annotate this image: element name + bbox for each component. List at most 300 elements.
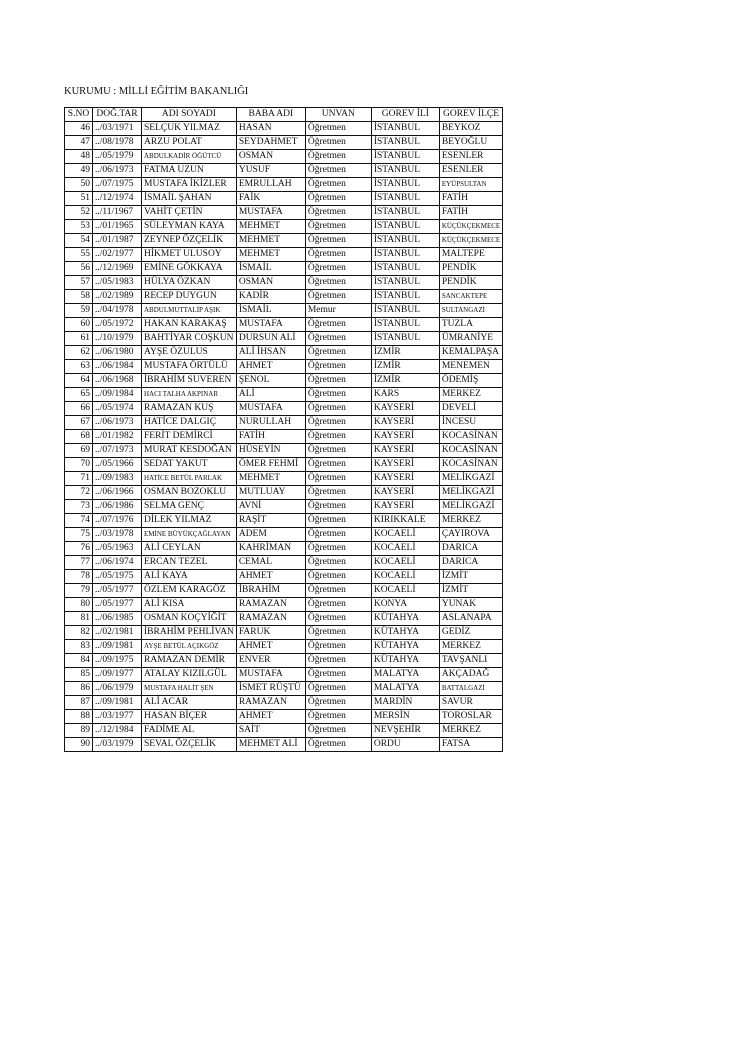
cell-title: Öğretmen [305,696,371,710]
cell-sno: 47 [65,136,93,150]
cell-birth-date: ../03/1977 [93,710,142,724]
cell-sno: 89 [65,724,93,738]
cell-full-name: ARZU POLAT [142,136,237,150]
column-header-full-name: ADI SOYADI [142,108,237,122]
table-header-row [65,108,503,122]
cell-birth-date: ../06/1968 [93,374,142,388]
cell-father-name: NURULLAH [236,416,305,430]
cell-full-name: SÜLEYMAN KAYA [142,220,237,234]
cell-father-name: RAŞİT [236,514,305,528]
cell-full-name: ALİ CEYLAN [142,542,237,556]
cell-father-name: MUSTAFA [236,206,305,220]
cell-sno: 76 [65,542,93,556]
cell-father-name: MEHMET [236,248,305,262]
cell-birth-date: ../01/1965 [93,220,142,234]
cell-sno: 50 [65,178,93,192]
cell-district: ÖDEMİŞ [439,374,502,388]
cell-full-name: SEVAL ÖZÇELİK [142,738,237,752]
cell-province: İSTANBUL [371,304,439,318]
cell-father-name: İBRAHİM [236,584,305,598]
cell-district: MELİKGAZİ [439,486,502,500]
cell-title: Öğretmen [305,458,371,472]
table-row [65,738,503,752]
cell-birth-date: ../07/1973 [93,444,142,458]
cell-sno: 90 [65,738,93,752]
table-row [65,682,503,696]
cell-title: Öğretmen [305,528,371,542]
table-row [65,346,503,360]
cell-full-name: ÖZLEM KARAGÖZ [142,584,237,598]
cell-title: Öğretmen [305,444,371,458]
cell-father-name: SEYDAHMET [236,136,305,150]
cell-father-name: İSMAİL [236,262,305,276]
cell-birth-date: ../09/1984 [93,388,142,402]
cell-title: Öğretmen [305,206,371,220]
cell-sno: 48 [65,150,93,164]
cell-province: İSTANBUL [371,248,439,262]
cell-birth-date: ../08/1978 [93,136,142,150]
cell-full-name: ABDULKADİR ÖĞÜTCÜ [142,150,237,164]
cell-father-name: OSMAN [236,150,305,164]
cell-sno: 81 [65,612,93,626]
cell-district: MENEMEN [439,360,502,374]
cell-district: KÜÇÜKÇEKMECE [439,220,502,234]
cell-full-name: SEDAT YAKUT [142,458,237,472]
cell-full-name: MUSTAFA HALİT ŞEN [142,682,237,696]
table-row [65,430,503,444]
personnel-table [64,107,503,752]
cell-title: Öğretmen [305,710,371,724]
cell-district: MELİKGAZİ [439,500,502,514]
cell-province: İSTANBUL [371,150,439,164]
cell-province: KOCAELİ [371,584,439,598]
cell-sno: 60 [65,318,93,332]
cell-birth-date: ../05/1977 [93,584,142,598]
cell-title: Öğretmen [305,192,371,206]
cell-province: KIRIKKALE [371,514,439,528]
cell-province: KAYSERİ [371,500,439,514]
cell-sno: 70 [65,458,93,472]
cell-father-name: ALİ [236,388,305,402]
cell-sno: 46 [65,122,93,136]
table-row [65,668,503,682]
table-row [65,710,503,724]
cell-title: Öğretmen [305,682,371,696]
cell-full-name: HATİCE DALGIÇ [142,416,237,430]
cell-district: FATİH [439,206,502,220]
cell-father-name: RAMAZAN [236,598,305,612]
cell-sno: 79 [65,584,93,598]
cell-district: GEDİZ [439,626,502,640]
cell-title: Öğretmen [305,640,371,654]
cell-province: İSTANBUL [371,164,439,178]
cell-sno: 77 [65,556,93,570]
cell-father-name: FATİH [236,430,305,444]
cell-district: SANCAKTEPE [439,290,502,304]
cell-title: Öğretmen [305,668,371,682]
cell-district: İZMİT [439,570,502,584]
table-row [65,556,503,570]
column-header-birth-date: DOĞ.TAR [93,108,142,122]
cell-full-name: OSMAN BOZOKLU [142,486,237,500]
cell-birth-date: ../01/1987 [93,234,142,248]
cell-full-name: İBRAHİM SUVEREN [142,374,237,388]
cell-title: Öğretmen [305,276,371,290]
cell-district: SAVUR [439,696,502,710]
cell-district: YUNAK [439,598,502,612]
cell-province: İSTANBUL [371,136,439,150]
cell-district: EYÜPSULTAN [439,178,502,192]
cell-full-name: ZEYNEP ÖZÇELİK [142,234,237,248]
document-title: KURUMU : MİLLİ EĞİTİM BAKANLIĞI [64,86,249,97]
cell-full-name: RAMAZAN DEMİR [142,654,237,668]
cell-title: Öğretmen [305,654,371,668]
cell-birth-date: ../05/1974 [93,402,142,416]
cell-province: MALATYA [371,682,439,696]
cell-province: İSTANBUL [371,276,439,290]
cell-sno: 82 [65,626,93,640]
cell-full-name: BAHTİYAR COŞKUN [142,332,237,346]
cell-province: KAYSERİ [371,444,439,458]
cell-birth-date: ../06/1985 [93,612,142,626]
cell-father-name: MUSTAFA [236,318,305,332]
cell-title: Öğretmen [305,430,371,444]
cell-title: Öğretmen [305,584,371,598]
cell-father-name: AHMET [236,570,305,584]
cell-full-name: AYŞE BETÜL AÇIKGÖZ [142,640,237,654]
cell-district: ESENLER [439,150,502,164]
cell-sno: 87 [65,696,93,710]
cell-district: KOCASİNAN [439,458,502,472]
cell-father-name: ÖMER FEHMİ [236,458,305,472]
cell-full-name: SELÇUK YILMAZ [142,122,237,136]
cell-full-name: MURAT KESDOĞAN [142,444,237,458]
cell-sno: 68 [65,430,93,444]
cell-district: SULTANGAZİ [439,304,502,318]
table-row [65,416,503,430]
cell-sno: 63 [65,360,93,374]
cell-father-name: MEHMET [236,472,305,486]
cell-sno: 61 [65,332,93,346]
cell-birth-date: ../06/1980 [93,346,142,360]
cell-birth-date: ../09/1981 [93,640,142,654]
cell-birth-date: ../04/1978 [93,304,142,318]
cell-district: ASLANAPA [439,612,502,626]
cell-province: KAYSERİ [371,486,439,500]
cell-birth-date: ../03/1979 [93,738,142,752]
cell-full-name: RECEP DUYGUN [142,290,237,304]
table-row [65,724,503,738]
cell-father-name: ALİ İHSAN [236,346,305,360]
cell-district: DARICA [439,542,502,556]
cell-province: İSTANBUL [371,290,439,304]
table-row [65,374,503,388]
cell-full-name: ERCAN TEZEL [142,556,237,570]
table-row [65,402,503,416]
cell-birth-date: ../01/1982 [93,430,142,444]
cell-district: BATTALGAZİ [439,682,502,696]
cell-district: MALTEPE [439,248,502,262]
column-header-sno: S.NO [65,108,93,122]
cell-title: Öğretmen [305,612,371,626]
cell-sno: 73 [65,500,93,514]
cell-district: DEVELİ [439,402,502,416]
cell-birth-date: ../06/1979 [93,682,142,696]
cell-father-name: OSMAN [236,276,305,290]
table-row [65,528,503,542]
cell-birth-date: ../06/1984 [93,360,142,374]
cell-sno: 75 [65,528,93,542]
cell-title: Öğretmen [305,220,371,234]
cell-birth-date: ../11/1967 [93,206,142,220]
cell-district: MERKEZ [439,724,502,738]
cell-birth-date: ../05/1977 [93,598,142,612]
column-header-province: GOREV İLİ [371,108,439,122]
cell-title: Öğretmen [305,290,371,304]
cell-full-name: HACI TALHA AKPINAR [142,388,237,402]
cell-father-name: FARUK [236,626,305,640]
cell-province: İZMİR [371,360,439,374]
cell-sno: 65 [65,388,93,402]
cell-full-name: ALİ ACAR [142,696,237,710]
cell-full-name: İSMAİL ŞAHAN [142,192,237,206]
cell-title: Öğretmen [305,164,371,178]
cell-sno: 71 [65,472,93,486]
cell-full-name: AYŞE ÖZULUS [142,346,237,360]
cell-title: Öğretmen [305,318,371,332]
cell-province: KÜTAHYA [371,640,439,654]
cell-province: KOCAELİ [371,528,439,542]
cell-birth-date: ../06/1973 [93,164,142,178]
cell-birth-date: ../06/1986 [93,500,142,514]
cell-district: DARICA [439,556,502,570]
cell-full-name: ABDULMUTTALİP AŞIK [142,304,237,318]
table-row [65,542,503,556]
table-row [65,458,503,472]
cell-province: İZMİR [371,346,439,360]
cell-title: Öğretmen [305,486,371,500]
table-row [65,514,503,528]
table-row [65,612,503,626]
cell-birth-date: ../09/1983 [93,472,142,486]
cell-province: İSTANBUL [371,206,439,220]
cell-district: TOROSLAR [439,710,502,724]
cell-title: Öğretmen [305,514,371,528]
cell-district: BEYKOZ [439,122,502,136]
cell-district: İZMİT [439,584,502,598]
cell-sno: 86 [65,682,93,696]
cell-birth-date: ../02/1981 [93,626,142,640]
cell-title: Öğretmen [305,500,371,514]
cell-full-name: OSMAN KOÇYİĞİT [142,612,237,626]
cell-district: MERKEZ [439,388,502,402]
cell-sno: 57 [65,276,93,290]
cell-father-name: RAMAZAN [236,612,305,626]
table-row [65,150,503,164]
cell-province: KOCAELİ [371,542,439,556]
cell-province: İSTANBUL [371,318,439,332]
cell-birth-date: ../06/1974 [93,556,142,570]
cell-title: Öğretmen [305,178,371,192]
cell-full-name: SELMA GENÇ [142,500,237,514]
table-row [65,570,503,584]
cell-father-name: AHMET [236,710,305,724]
cell-full-name: ALİ KISA [142,598,237,612]
cell-full-name: HÜLYA ÖZKAN [142,276,237,290]
cell-father-name: MEHMET ALİ [236,738,305,752]
cell-title: Öğretmen [305,248,371,262]
cell-province: İSTANBUL [371,220,439,234]
table-row [65,276,503,290]
cell-province: MALATYA [371,668,439,682]
cell-province: İSTANBUL [371,262,439,276]
cell-district: AKÇADAĞ [439,668,502,682]
cell-sno: 84 [65,654,93,668]
table-row [65,318,503,332]
cell-title: Öğretmen [305,570,371,584]
cell-full-name: HAKAN KARAKAŞ [142,318,237,332]
cell-district: TUZLA [439,318,502,332]
cell-sno: 88 [65,710,93,724]
cell-father-name: AHMET [236,640,305,654]
cell-province: MERSİN [371,710,439,724]
cell-province: İSTANBUL [371,234,439,248]
cell-full-name: FERİT DEMİRCİ [142,430,237,444]
cell-birth-date: ../02/1989 [93,290,142,304]
cell-full-name: FATMA UZUN [142,164,237,178]
cell-father-name: SAİT [236,724,305,738]
cell-title: Öğretmen [305,626,371,640]
cell-province: KAYSERİ [371,430,439,444]
cell-sno: 59 [65,304,93,318]
cell-sno: 64 [65,374,93,388]
cell-full-name: MUSTAFA ÖRTÜLÜ [142,360,237,374]
cell-title: Öğretmen [305,402,371,416]
cell-birth-date: ../07/1975 [93,178,142,192]
cell-province: KÜTAHYA [371,626,439,640]
table-row [65,654,503,668]
cell-title: Öğretmen [305,388,371,402]
cell-sno: 52 [65,206,93,220]
cell-province: KÜTAHYA [371,654,439,668]
cell-father-name: HASAN [236,122,305,136]
cell-province: KÜTAHYA [371,612,439,626]
cell-father-name: YUSUF [236,164,305,178]
cell-title: Öğretmen [305,598,371,612]
cell-full-name: ATALAY KIZILGÜL [142,668,237,682]
cell-province: İSTANBUL [371,178,439,192]
cell-province: NEVŞEHİR [371,724,439,738]
cell-father-name: MUSTAFA [236,668,305,682]
cell-title: Öğretmen [305,136,371,150]
cell-full-name: HİKMET ULUSOY [142,248,237,262]
table-row [65,248,503,262]
table-row [65,640,503,654]
cell-sno: 83 [65,640,93,654]
cell-full-name: RAMAZAN KUŞ [142,402,237,416]
table-row [65,178,503,192]
cell-district: MELİKGAZİ [439,472,502,486]
cell-district: TAVŞANLI [439,654,502,668]
cell-father-name: AHMET [236,360,305,374]
cell-province: KAYSERİ [371,416,439,430]
cell-sno: 69 [65,444,93,458]
cell-title: Öğretmen [305,374,371,388]
cell-sno: 49 [65,164,93,178]
table-row [65,136,503,150]
cell-full-name: EMİNE GÖKKAYA [142,262,237,276]
cell-province: KONYA [371,598,439,612]
cell-father-name: ŞENOL [236,374,305,388]
cell-title: Öğretmen [305,416,371,430]
cell-sno: 56 [65,262,93,276]
cell-province: İSTANBUL [371,122,439,136]
cell-district: KOCASİNAN [439,444,502,458]
cell-title: Öğretmen [305,332,371,346]
table-row [65,122,503,136]
cell-birth-date: ../05/1975 [93,570,142,584]
cell-father-name: KADİR [236,290,305,304]
cell-birth-date: ../09/1981 [93,696,142,710]
cell-title: Memur [305,304,371,318]
cell-full-name: HASAN BİÇER [142,710,237,724]
table-row [65,626,503,640]
cell-birth-date: ../05/1963 [93,542,142,556]
cell-birth-date: ../10/1979 [93,332,142,346]
cell-sno: 54 [65,234,93,248]
cell-title: Öğretmen [305,724,371,738]
cell-district: FATİH [439,192,502,206]
cell-birth-date: ../09/1975 [93,654,142,668]
cell-sno: 51 [65,192,93,206]
cell-father-name: FAİK [236,192,305,206]
cell-province: MARDİN [371,696,439,710]
cell-district: FATSA [439,738,502,752]
cell-sno: 85 [65,668,93,682]
cell-full-name: ALİ KAYA [142,570,237,584]
cell-full-name: VAHİT ÇETİN [142,206,237,220]
table-row [65,206,503,220]
cell-full-name: FADİME AL [142,724,237,738]
cell-title: Öğretmen [305,556,371,570]
column-header-father-name: BABA ADI [236,108,305,122]
cell-title: Öğretmen [305,346,371,360]
table-row [65,192,503,206]
table-body [65,122,503,752]
cell-birth-date: ../02/1977 [93,248,142,262]
cell-district: MERKEZ [439,640,502,654]
cell-district: KOCASİNAN [439,430,502,444]
cell-birth-date: ../12/1984 [93,724,142,738]
cell-province: ORDU [371,738,439,752]
cell-birth-date: ../09/1977 [93,668,142,682]
table-row [65,262,503,276]
cell-father-name: MEHMET [236,234,305,248]
cell-sno: 78 [65,570,93,584]
cell-title: Öğretmen [305,262,371,276]
cell-father-name: EMRULLAH [236,178,305,192]
cell-province: İZMİR [371,374,439,388]
cell-birth-date: ../06/1973 [93,416,142,430]
cell-title: Öğretmen [305,472,371,486]
cell-sno: 55 [65,248,93,262]
cell-sno: 67 [65,416,93,430]
cell-title: Öğretmen [305,360,371,374]
cell-birth-date: ../03/1978 [93,528,142,542]
cell-title: Öğretmen [305,234,371,248]
cell-district: MERKEZ [439,514,502,528]
table-row [65,598,503,612]
